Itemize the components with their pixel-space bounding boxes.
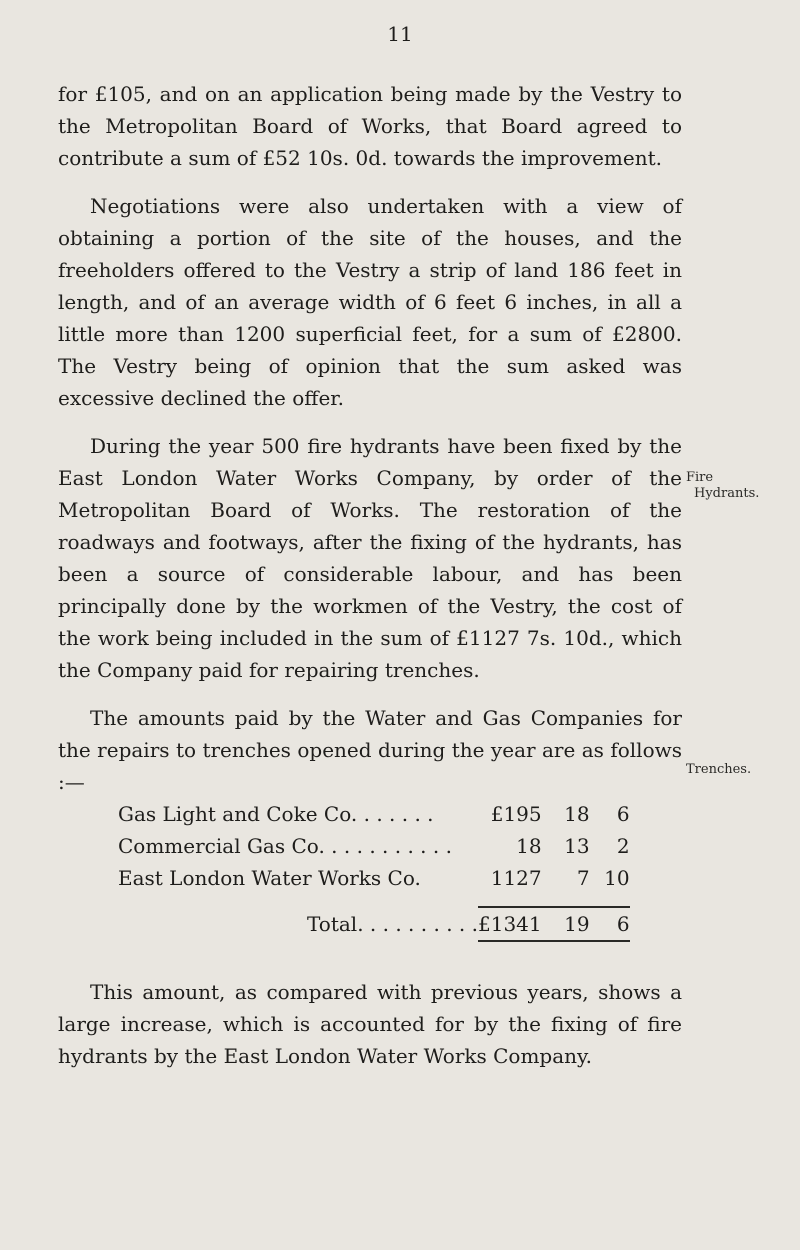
pounds-value: 1127 xyxy=(490,866,542,890)
margin-note-line: Fire xyxy=(686,470,714,485)
pence-value: 2 xyxy=(616,834,630,858)
margin-note-fire-hydrants xyxy=(686,470,796,502)
shillings-value: 7 xyxy=(576,866,590,890)
table-row xyxy=(118,862,630,894)
pounds-value: 18 xyxy=(516,834,542,858)
sum-rule-top xyxy=(118,894,630,908)
total-pounds: £1341 xyxy=(478,912,542,936)
body-text xyxy=(58,78,682,1088)
total-label: Total. . . . . . . . . . xyxy=(307,912,478,936)
paragraph-3: During the year 500 fire hydrants have been fixed by the East London Water Works Company, by order of the Metropolitan Board of Works. The restoration of the roadways and footways, after the fixing of the hydrants, has been a source of considerable labour, and has been principally done by the workmen of the Vestry, the cost of the work being included in the sum of £1127 7s. 10d., which the Company paid for repairing trenches. xyxy=(58,434,682,682)
margin-note-trenches: Trenches. xyxy=(686,762,752,777)
total-row xyxy=(118,908,630,940)
paragraph-1: for £105, and on an application being made by the Vestry to the Metropolitan Board of Works, that Board agreed to contribute a sum of £52 10s. 0d. towards the improvement. xyxy=(58,82,682,170)
divider xyxy=(478,940,630,942)
pounds-value: £195 xyxy=(490,802,542,826)
table-row xyxy=(118,830,630,862)
total-shillings: 19 xyxy=(564,912,590,936)
trench-repairs-table xyxy=(118,798,630,954)
margin-note-line: Hydrants. xyxy=(694,486,760,501)
pence-value: 10 xyxy=(604,866,630,890)
sum-rule-bottom xyxy=(118,940,630,954)
page-number: 11 xyxy=(387,22,413,46)
paragraph-2: Negotiations were also undertaken with a view of obtaining a portion of the site of the houses, and the freeholders offered to the Vestry a strip of land 186 feet in length, and of an average width of 6 feet 6 inches, in all a little more than 1200 superficial feet, for a sum of £2800. The Vestry being of opinion that the sum asked was excessive declined the offer. xyxy=(58,194,682,410)
pence-value: 6 xyxy=(616,802,630,826)
table-row xyxy=(118,798,630,830)
total-pence: 6 xyxy=(616,912,630,936)
paragraph-5: This amount, as compared with previous years, shows a large increase, which is accounted for by the fixing of fire hydrants by the East London Water Works Company. xyxy=(58,980,682,1068)
company-name: Commercial Gas Co. . . . . . . . . . . xyxy=(118,834,452,858)
paragraph-4: The amounts paid by the Water and Gas Companies for the repairs to trenches opened during the year are as follows :— xyxy=(58,706,682,794)
company-name: East London Water Works Co. xyxy=(118,866,421,890)
shillings-value: 13 xyxy=(564,834,590,858)
company-name: Gas Light and Coke Co. . . . . . . xyxy=(118,802,434,826)
shillings-value: 18 xyxy=(564,802,590,826)
